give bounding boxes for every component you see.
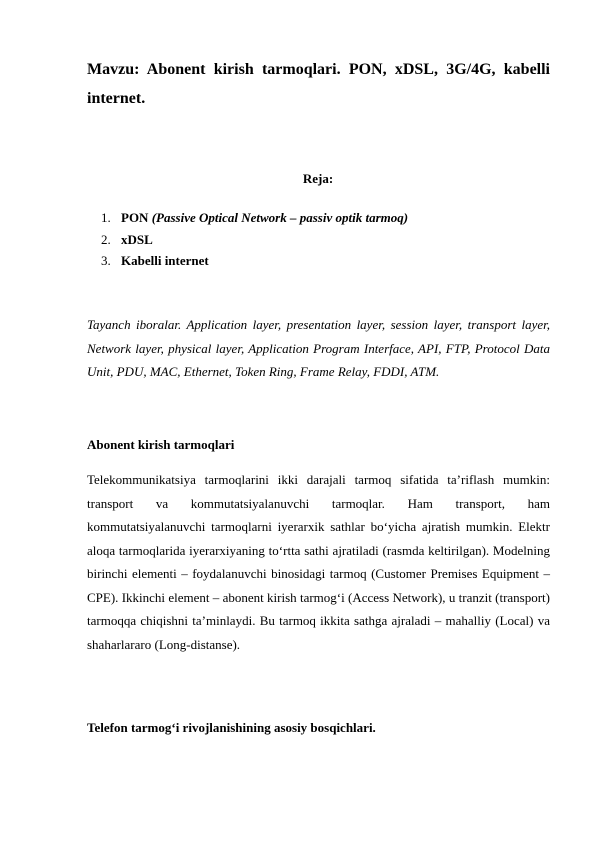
plan-item <box>101 250 408 272</box>
section-heading-access-networks: Abonent kirish tarmoqlari <box>87 437 235 452</box>
plan-item-label: xDSL <box>121 231 153 247</box>
section-heading-telephone-network-stages: Telefon tarmog‘i rivojlanishining asosiy bosqichlari. <box>87 720 376 735</box>
plan-item-label: PON <box>121 210 149 225</box>
plan-item-label: Kabelli internet <box>121 253 209 268</box>
plan-item <box>101 207 408 229</box>
keywords-paragraph: Tayanch iboralar. Application layer, presentation layer, session layer, transport layer, Network layer, physical layer, Application Program Interface, API, FTP, Protocol Data Unit, PDU, MAC, Ethernet, Token Ring, Frame Relay, FDDI, ATM. <box>87 317 550 379</box>
plan-item-number: 2. <box>101 231 111 247</box>
document-title: Mavzu: Abonent kirish tarmoqlari. PON, xDSL, 3G/4G, kabelli internet. <box>87 61 550 107</box>
plan-item-number: 1. <box>101 210 111 225</box>
plan-list <box>101 207 408 272</box>
plan-item-number: 3. <box>101 253 111 268</box>
section-body-access-networks: Telekommunikatsiya tarmoqlarini ikki darajali tarmoq sifatida ta’riflash mumkin: transport va kommutatsiyalanuvchi tarmoqlar. Ham transport, ham kommutatsiyalanuvchi tarmoqlarni iyerarxik sathlar bo‘yicha ajratish mumkin. Elektr aloqa tarmoqlarida iyerarxiyaning to‘rtta sathi ajratiladi (rasmda keltirilgan). Modelning birinchi elementi – foydalanuvchi binosidagi tarmoq (Customer Premises Equipment – CPE). Ikkinchi element – abonent kirish tarmog‘i (Access Network), u tranzit (transport) tarmoqqa chiqishni ta’minlaydi. Bu tarmoq ikkita sathga ajraladi – mahalliy (Local) va shaharlararo (Long-distanse). <box>87 472 550 652</box>
plan-heading: Reja: <box>302 171 334 186</box>
plan-item-description: (Passive Optical Network – passiv optik tarmoq) <box>148 210 409 225</box>
plan-item <box>101 229 408 251</box>
